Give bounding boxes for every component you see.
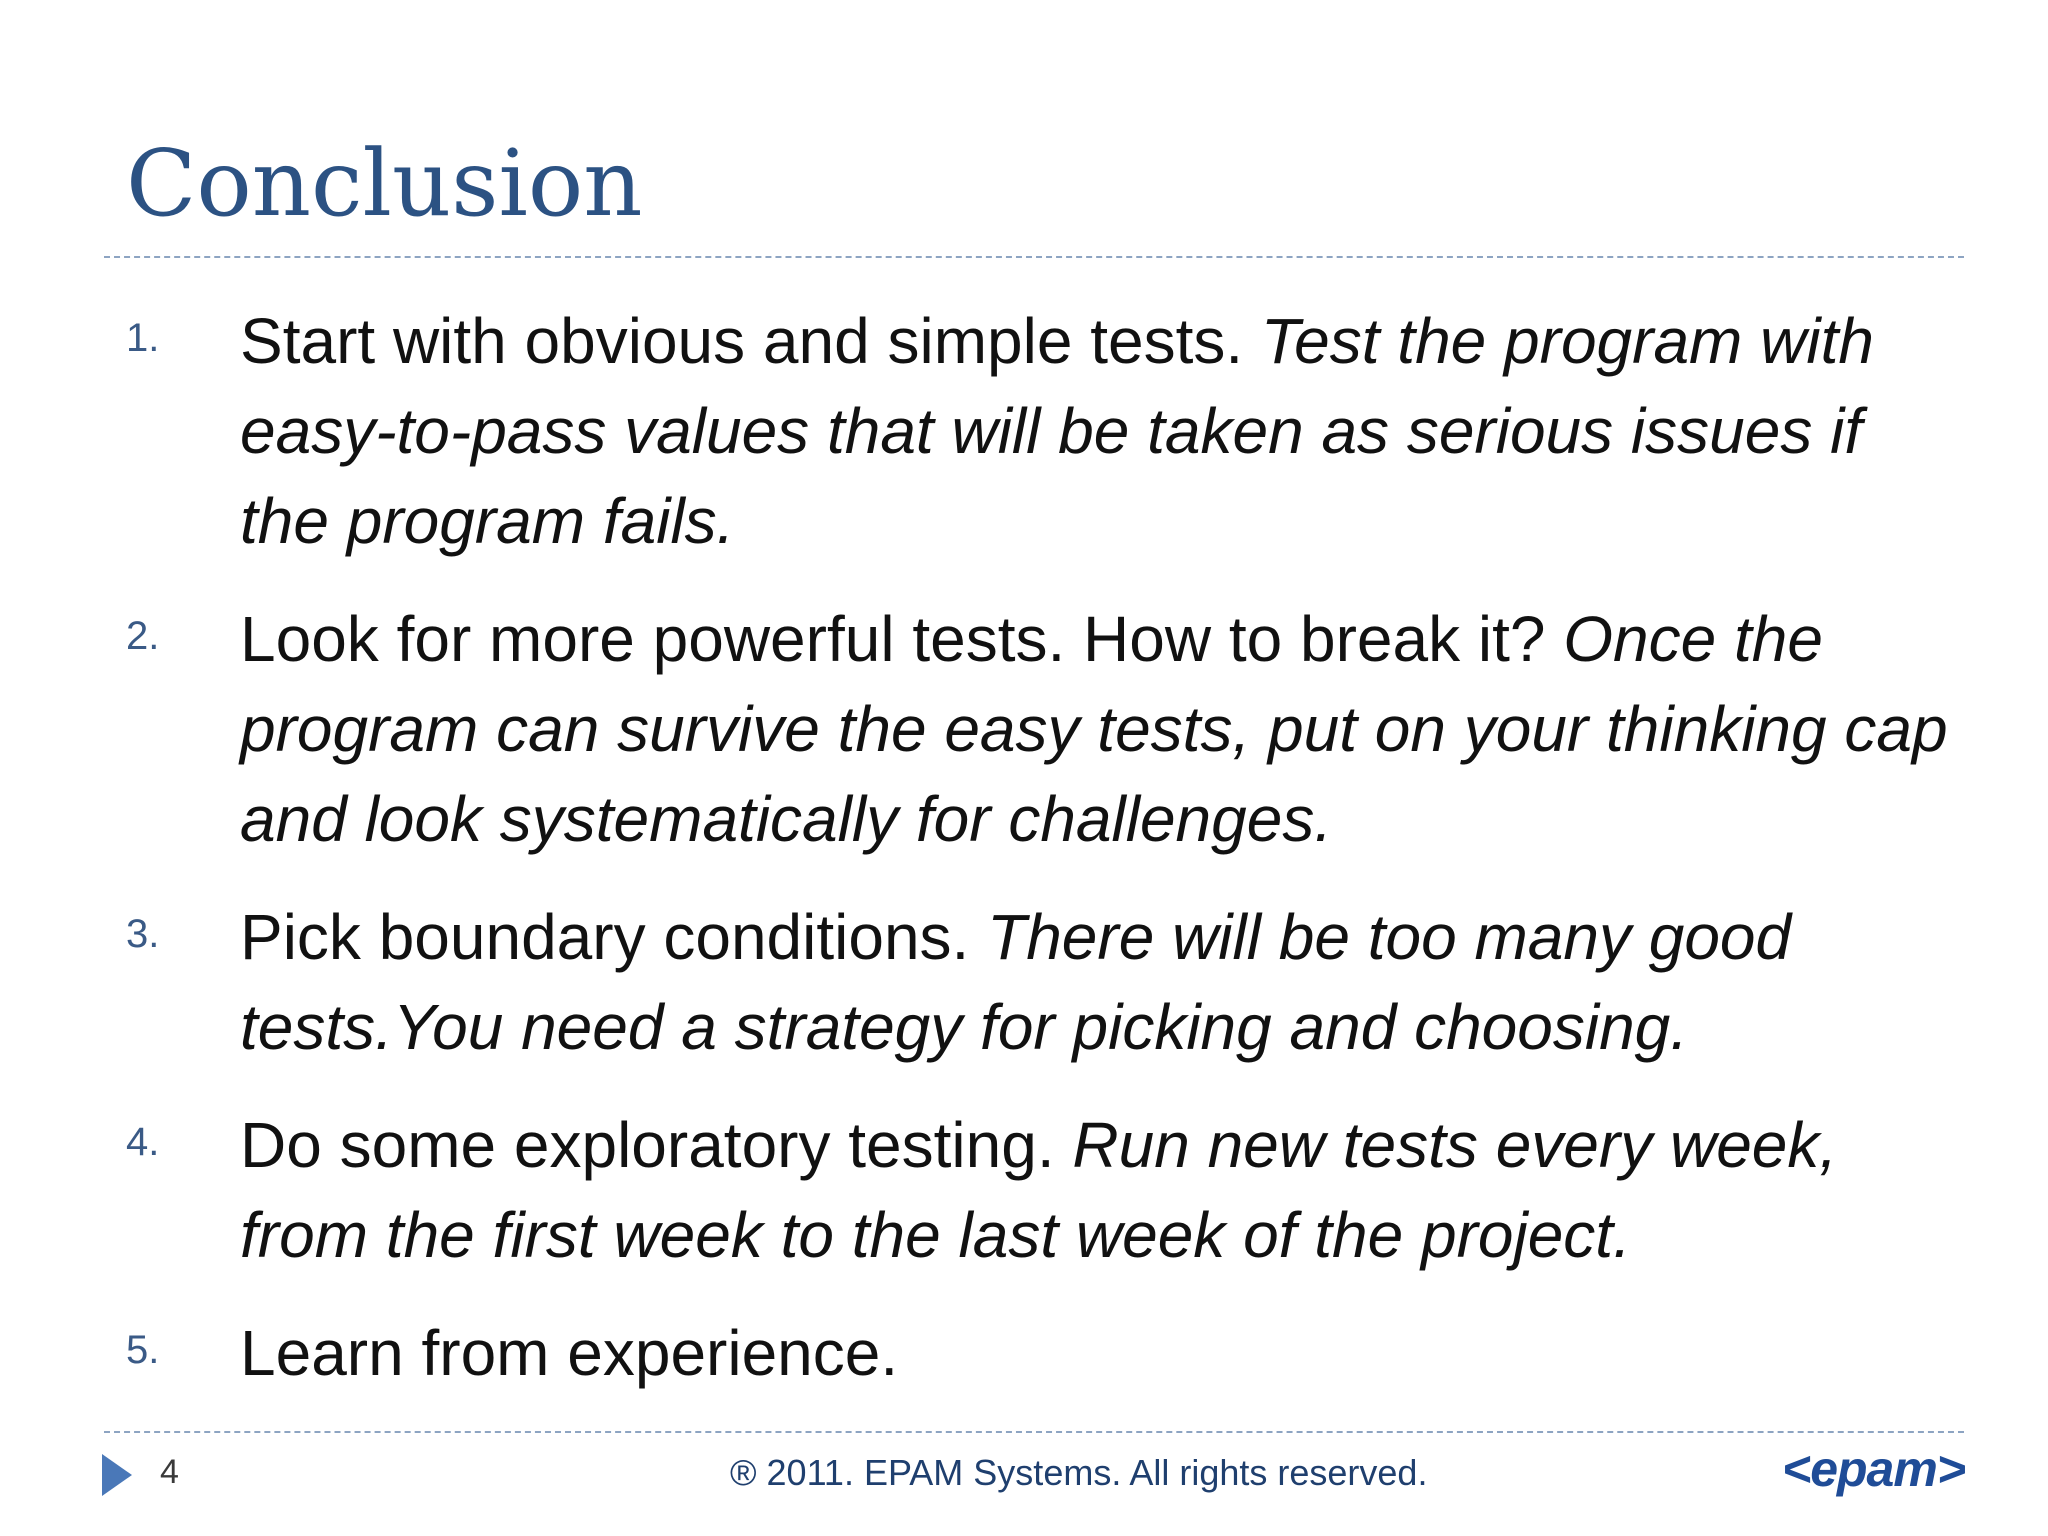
list-item-text bbox=[240, 296, 1960, 566]
copyright-notice: ® 2011. EPAM Systems. All rights reserved. bbox=[730, 1452, 1428, 1493]
list-item-text bbox=[240, 1308, 1960, 1398]
slide-title: Conclusion bbox=[126, 130, 643, 237]
title-divider bbox=[104, 256, 1964, 258]
list-item-number: 2. bbox=[126, 614, 160, 658]
list-item-lead: Look for more powerful tests. How to break it? bbox=[240, 603, 1564, 675]
list-item-detail: Run new tests every week, from the first week to the last week of the project. bbox=[240, 1109, 1838, 1271]
list-item bbox=[0, 594, 2048, 864]
list-item-lead: Pick boundary conditions. bbox=[240, 901, 988, 973]
list-item-text bbox=[240, 594, 1960, 864]
conclusion-list bbox=[0, 296, 2048, 1426]
page-number: 4 bbox=[160, 1453, 179, 1491]
list-item-text bbox=[240, 1100, 1960, 1280]
list-item-number: 5. bbox=[126, 1328, 160, 1372]
list-item-detail: There will be too many good tests.You need a strategy for picking and choosing. bbox=[240, 901, 1792, 1063]
list-item bbox=[0, 296, 2048, 566]
list-item-number: 3. bbox=[126, 912, 160, 956]
list-item-lead: Start with obvious and simple tests. bbox=[240, 305, 1261, 377]
list-item bbox=[0, 1308, 2048, 1398]
list-item-number: 4. bbox=[126, 1120, 160, 1164]
epam-logo: <epam> bbox=[1782, 1441, 1966, 1497]
list-item-lead: Learn from experience. bbox=[240, 1317, 899, 1389]
list-item-detail: Test the program with easy-to-pass values that will be taken as serious issues if the program fails. bbox=[240, 305, 1874, 557]
list-item-detail: Once the program can survive the easy tests, put on your thinking cap and look systematically for challenges. bbox=[240, 603, 1948, 855]
list-item-lead: Do some exploratory testing. bbox=[240, 1109, 1073, 1181]
footer-divider bbox=[104, 1431, 1964, 1433]
play-arrow-icon bbox=[102, 1454, 132, 1496]
list-item-number: 1. bbox=[126, 316, 160, 360]
list-item bbox=[0, 1100, 2048, 1280]
list-item-text bbox=[240, 892, 1960, 1072]
list-item bbox=[0, 892, 2048, 1072]
